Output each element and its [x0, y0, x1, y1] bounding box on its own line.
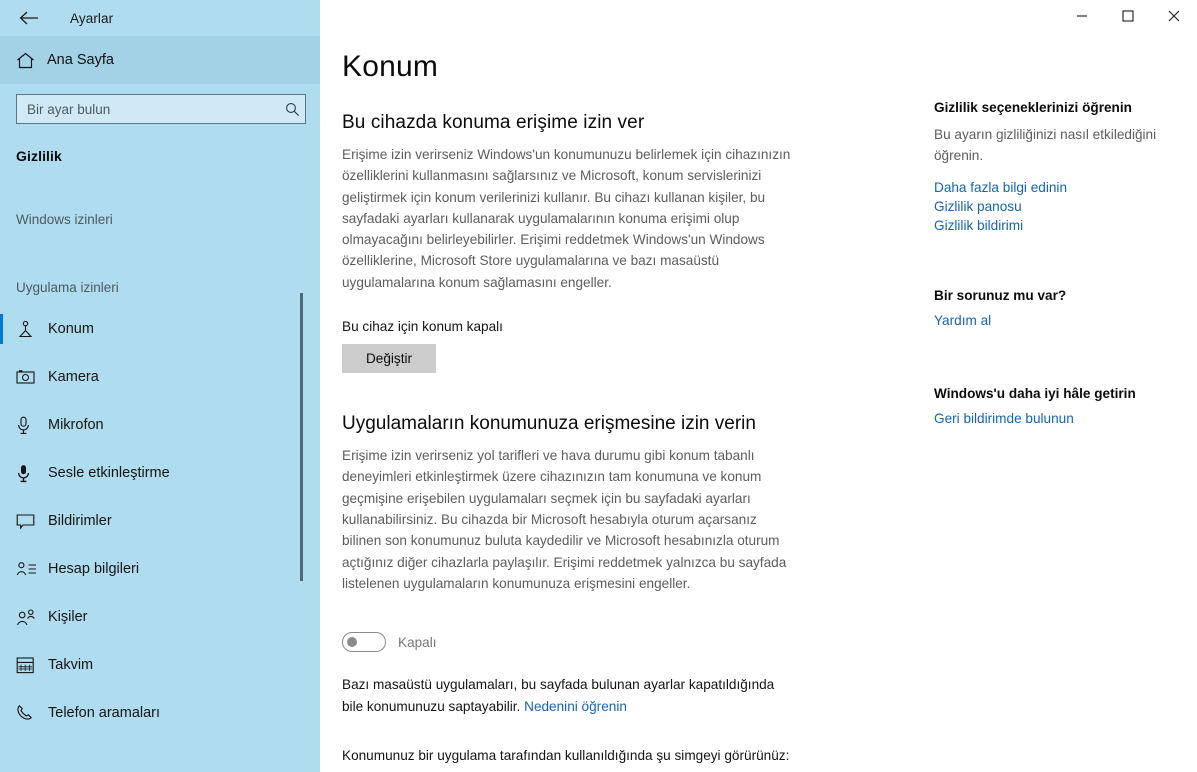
main-content: [342, 50, 812, 772]
related-settings-panel: [934, 100, 1184, 426]
sidebar-item-kisiler[interactable]: [0, 593, 320, 641]
sidebar-group-windows-permissions: Windows izinleri: [16, 212, 113, 227]
apps-location-toggle-row: [342, 632, 812, 652]
search-input[interactable]: [17, 102, 279, 117]
sidebar-item-sesle-etkinlestirme[interactable]: [0, 449, 320, 497]
sidebar-item-mikrofon-label: Mikrofon: [48, 417, 104, 433]
calendar-icon: [16, 656, 44, 674]
sidebar-item-kamera[interactable]: [0, 353, 320, 401]
aside-block2-heading: Bir sorunuz mu var?: [934, 288, 1067, 303]
sidebar-item-sesle-etkinlestirme-label: Sesle etkinleştirme: [48, 465, 170, 481]
search-box[interactable]: [16, 94, 306, 124]
sidebar: [0, 0, 320, 772]
close-button[interactable]: [1151, 0, 1197, 32]
selection-indicator: [0, 314, 3, 344]
sidebar-item-konum-label: Konum: [48, 321, 94, 337]
app-title: Ayarlar: [70, 10, 114, 26]
camera-icon: [16, 369, 44, 385]
desktop-apps-note-text: Bazı masaüstü uygulamaları, bu sayfada bulunan ayarlar kapatıldığında bile konumunuzu saptayabilir.: [342, 677, 775, 714]
learn-more-link[interactable]: Daha fazla bilgi edinin: [934, 180, 1068, 195]
back-arrow-icon[interactable]: [14, 5, 44, 31]
notifications-icon: [16, 513, 44, 530]
sidebar-item-kamera-label: Kamera: [48, 369, 99, 385]
aside-block1-heading: Gizlilik seçeneklerinizi öğrenin: [934, 100, 1132, 115]
sidebar-item-telefon-aramalari-label: Telefon aramaları: [48, 705, 161, 721]
section2-body: Erişime izin verirseniz yol tarifleri ve hava durumu gibi konum tabanlı deneyimleri etkinleştirmek üzere cihazınızın tam konumuna ve konum geçmişine erişebilen uygulamaları seçmek için bu sayfadaki ayarları kullanabilirsiniz. Bu cihazda bir Microsoft hesabıyla oturum açarsanız bilinen son konumunuz buluta kaydedilir ve Microsoft hesabınızla oturum açtığınız diğer cihazlarla paylaşılır. Erişimi reddetmek yalnızca bu sayfada listelenen uygulamaların konumunuza erişmesini engeller.: [342, 448, 787, 591]
page-title: Konum: [342, 50, 439, 83]
aside-block2: [934, 288, 1184, 328]
sidebar-item-takvim[interactable]: [0, 641, 320, 689]
sidebar-item-takvim-label: Takvim: [48, 657, 94, 673]
contacts-icon: [16, 609, 44, 626]
voice-activation-icon: [16, 464, 44, 483]
sidebar-item-hesap-bilgileri-label: Hesap bilgileri: [48, 561, 140, 577]
search-container: [0, 84, 320, 124]
titlebar-left: [0, 0, 320, 36]
microphone-icon: [16, 416, 44, 435]
privacy-dashboard-link[interactable]: Gizlilik panosu: [934, 199, 1022, 214]
window-controls: [1059, 0, 1197, 32]
maximize-button[interactable]: [1105, 0, 1151, 32]
sidebar-item-konum[interactable]: [0, 305, 320, 353]
give-feedback-link[interactable]: Geri bildirimde bulunun: [934, 411, 1074, 426]
sidebar-item-hesap-bilgileri[interactable]: [0, 545, 320, 593]
sidebar-item-home[interactable]: [0, 36, 320, 84]
sidebar-item-bildirimler[interactable]: [0, 497, 320, 545]
minimize-button[interactable]: [1059, 0, 1105, 32]
location-indicator-note-text: Konumunuz bir uygulama tarafından kullanıldığında şu simgeyi görürünüz:: [342, 748, 790, 764]
learn-why-link[interactable]: Nedenini öğrenin: [524, 698, 627, 714]
sidebar-item-telefon-aramalari[interactable]: [0, 689, 320, 737]
aside-block3-heading: Windows'u daha iyi hâle getirin: [934, 386, 1136, 401]
apps-location-toggle[interactable]: [342, 632, 386, 652]
home-icon: [16, 52, 42, 69]
main-area: [320, 0, 1197, 772]
section1-heading: Bu cihazda konuma erişime izin ver: [342, 112, 645, 133]
sidebar-group-app-permissions: Uygulama izinleri: [16, 280, 119, 295]
toggle-knob: [347, 637, 357, 647]
phone-call-icon: [16, 704, 44, 723]
get-help-link[interactable]: Yardım al: [934, 313, 992, 328]
sidebar-section-title: Gizlilik: [16, 148, 62, 164]
sidebar-item-bildirimler-label: Bildirimler: [48, 513, 112, 529]
section1-body: Erişime izin verirseniz Windows'un konumunuzu belirlemek için cihazınızın özelliklerini kullanmasını sağlarsınız ve Microsoft, konum servislerinizi geliştirmek için konum verilerinizi kullanır. Bu cihazı kullanan kişiler, bu sayfadaki ayarları kullanarak uygulamalarının konuma erişimi olup olmayacağını belirleyebilirler. Erişimi reddetmek Windows'un Windows özelliklerine, Microsoft Store uygulamalarına ve bazı masaüstü uygulamalarına konum sağlamasını engeller.: [342, 147, 791, 290]
location-indicator-note: [342, 743, 794, 772]
aside-block1-body: Bu ayarın gizliliğinizi nasıl etkilediğini öğrenin.: [934, 127, 1157, 163]
privacy-statement-link[interactable]: Gizlilik bildirimi: [934, 218, 1024, 233]
desktop-apps-note: [342, 674, 794, 717]
sidebar-scrollbar[interactable]: [300, 293, 303, 581]
change-button[interactable]: Değiştir: [342, 344, 436, 373]
account-info-icon: [16, 561, 44, 577]
aside-block3: [934, 386, 1184, 426]
sidebar-item-home-label: Ana Sayfa: [47, 52, 114, 68]
section2-heading: Uygulamaların konumunuza erişmesine izin verin: [342, 413, 756, 435]
toggle-state-label: Kapalı: [398, 634, 437, 650]
sidebar-item-mikrofon[interactable]: [0, 401, 320, 449]
location-person-icon: [16, 320, 44, 339]
device-location-status: Bu cihaz için konum kapalı: [342, 319, 503, 335]
sidebar-nav-list: [0, 305, 320, 737]
search-icon[interactable]: [279, 102, 305, 117]
aside-block1-links: [934, 178, 1184, 235]
sidebar-item-kisiler-label: Kişiler: [48, 609, 88, 625]
